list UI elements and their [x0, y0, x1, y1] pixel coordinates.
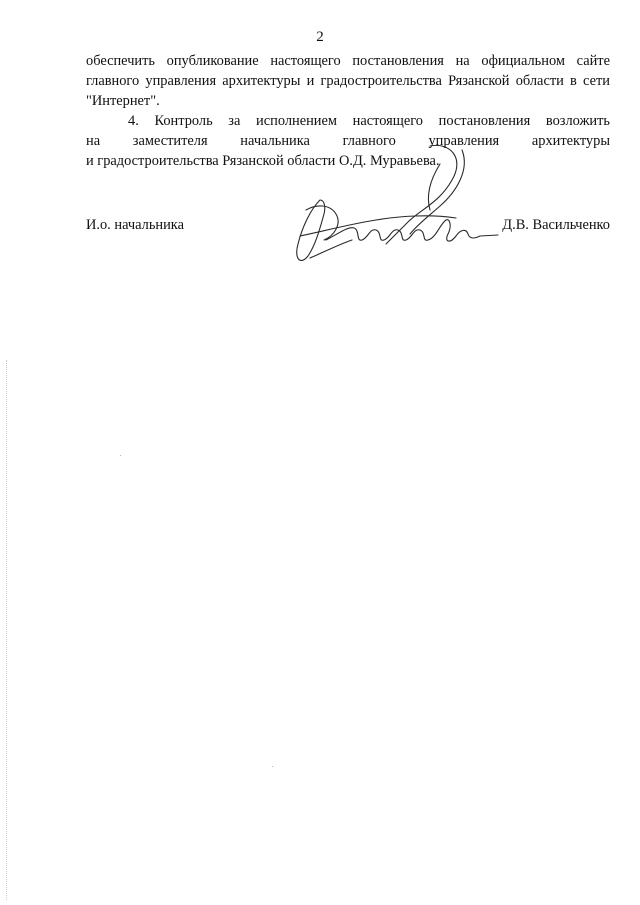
text-line: обеспечить опубликование настоящего постановления на официальном сайте [86, 53, 610, 69]
text-line: 4. Контроль за исполнением настоящего постановления возложить [128, 113, 610, 129]
scan-speck [272, 766, 273, 767]
handwritten-signature [280, 140, 500, 280]
text-line: "Интернет". [86, 93, 160, 109]
text-line: главного управления архитектуры и градостроительства Рязанской области в сети [86, 73, 610, 89]
scan-speck [120, 455, 121, 456]
signatory-name: Д.В. Васильченко [502, 217, 610, 233]
page-number: 2 [316, 29, 324, 45]
text-line: на заместителя начальника главного управления архитектуры [86, 133, 610, 149]
paragraph-publication [86, 51, 610, 111]
scan-edge-artifact [6, 360, 8, 900]
signatory-title: И.о. начальника [86, 217, 184, 233]
signature-row [86, 215, 610, 237]
text-line: и градостроительства Рязанской области О.Д. Муравьева. [86, 153, 440, 169]
